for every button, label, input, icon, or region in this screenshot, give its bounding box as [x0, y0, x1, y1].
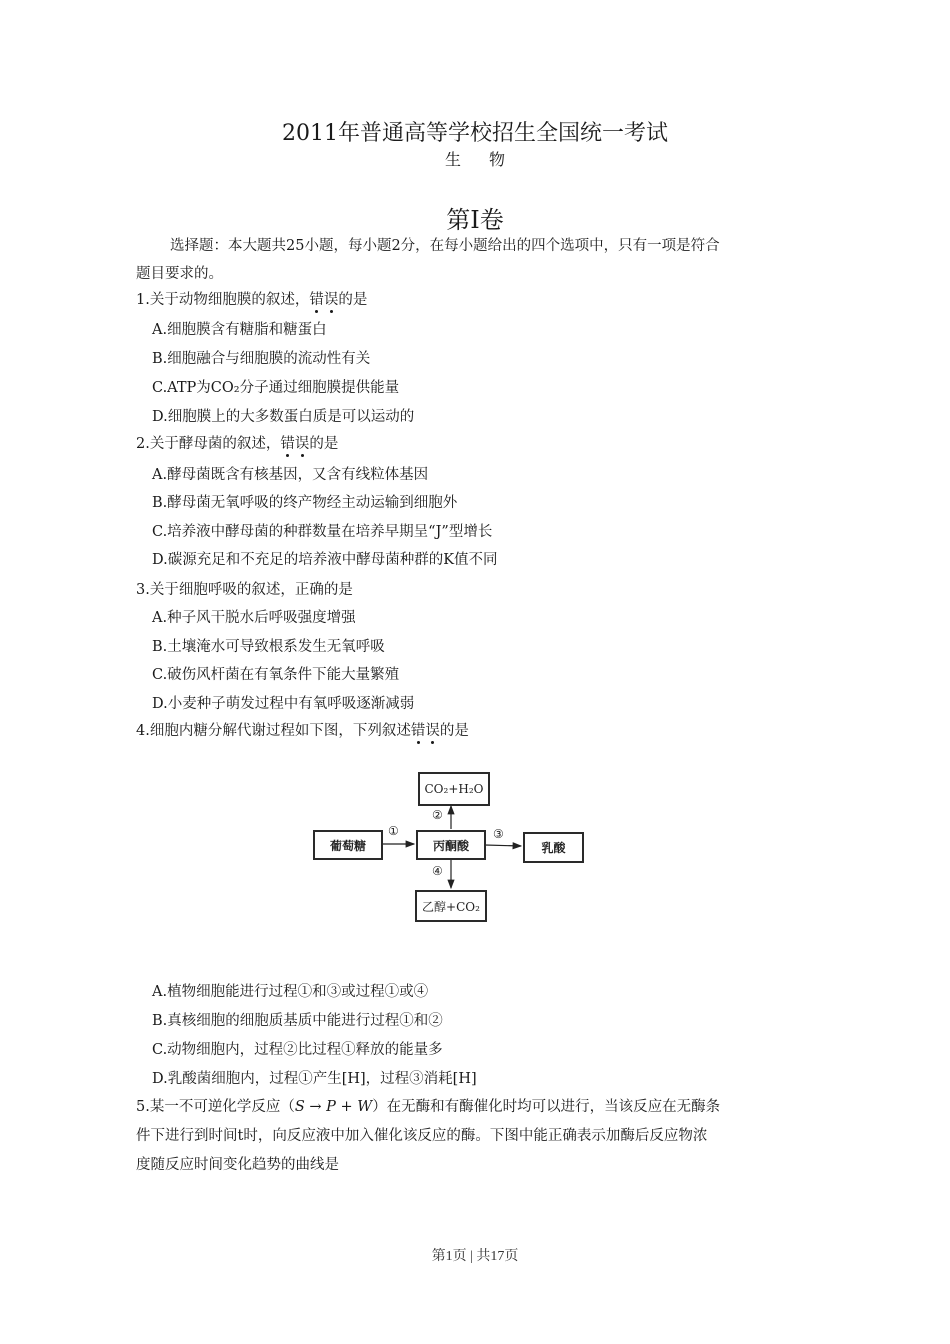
exam-title: 2011年普通高等学校招生全国统一考试: [282, 121, 668, 146]
question-3-stem: 3.关于细胞呼吸的叙述，正确的是: [136, 582, 353, 598]
question-2-option-a: A.酵母菌既含有核基因，又含有线粒体基因: [152, 467, 429, 483]
co2-h2o-box: CO₂+H₂O: [418, 772, 490, 806]
question-5-stem-line-2: 件下进行到时间t时，向反应液中加入催化该反应的酶。下图中能正确表示加酶后反应物浓: [136, 1128, 708, 1144]
step-4-label: ④: [432, 864, 443, 878]
stem-text: 的是: [309, 436, 339, 452]
stem-text: 的是: [338, 292, 368, 308]
lactate-box: 乳酸: [523, 832, 584, 863]
question-2-option-b: B.酵母菌无氧呼吸的终产物经主动运输到细胞外: [152, 495, 458, 511]
page-number: 第1页 | 共17页: [431, 1249, 519, 1264]
emphasis-char: 误: [425, 723, 440, 739]
step-2-label: ②: [432, 808, 443, 822]
question-5-stem-line-3: 度随反应时间变化趋势的曲线是: [136, 1157, 339, 1173]
step-1-label: ①: [388, 824, 399, 838]
question-5-stem-line-1: [136, 1097, 720, 1117]
stem-text: ）在无酶和有酶催化时均可以进行，当该反应在无酶条: [372, 1099, 721, 1115]
question-3-option-d: D.小麦种子萌发过程中有氧呼吸逐渐减弱: [152, 696, 415, 712]
section-heading: 第I卷: [446, 206, 504, 234]
question-3-option-b: B.土壤淹水可导致根系发生无氧呼吸: [152, 639, 385, 655]
question-4-option-a: A.植物细胞能进行过程①和③或过程①或④: [152, 984, 429, 1000]
emphasis-char: 误: [323, 292, 339, 308]
question-4-option-d: D.乳酸菌细胞内，过程①产生[H]，过程③消耗[H]: [152, 1071, 477, 1087]
question-4-option-b: B.真核细胞的细胞质基质中能进行过程①和②: [152, 1013, 443, 1029]
instructions-line-2: 题目要求的。: [136, 266, 223, 282]
stem-text: 的是: [439, 723, 469, 739]
stem-text: 1.关于动物细胞膜的叙述，: [136, 292, 310, 308]
instructions-line-1: 选择题：本大题共25小题，每小题2分，在每小题给出的四个选项中，只有一项是符合: [170, 238, 720, 254]
question-1-option-b: B.细胞融合与细胞膜的流动性有关: [152, 351, 371, 367]
emphasis-char: 错: [410, 723, 426, 739]
question-3-option-c: C.破伤风杆菌在有氧条件下能大量繁殖: [152, 667, 400, 683]
stem-text: 5.某一不可逆化学反应（: [136, 1099, 295, 1115]
glucose-box: 葡萄糖: [313, 830, 383, 860]
question-2-option-c: C.培养液中酵母菌的种群数量在培养早期呈“J”型增长: [152, 524, 493, 540]
question-1-option-a: A.细胞膜含有糖脂和糖蛋白: [152, 322, 327, 338]
stem-text: 2.关于酵母菌的叙述，: [136, 436, 281, 452]
question-1-option-d: D.细胞膜上的大多数蛋白质是可以运动的: [152, 409, 415, 425]
subject-label: 生物: [444, 150, 533, 169]
emphasis-char: 错: [280, 436, 295, 452]
question-3-option-a: A.种子风干脱水后呼吸强度增强: [152, 610, 356, 626]
step-3-label: ③: [493, 827, 504, 841]
emphasis-char: 误: [294, 436, 310, 452]
emphasis-char: 错: [309, 292, 324, 308]
ethanol-co2-box: 乙醇+CO₂: [415, 890, 487, 922]
reaction-formula: S → P + W: [294, 1099, 373, 1115]
question-1-option-c: C.ATP为CO₂分子通过细胞膜提供能量: [152, 380, 400, 396]
question-4-option-c: C.动物细胞内，过程②比过程①释放的能量多: [152, 1042, 443, 1058]
stem-text: 4.细胞内糖分解代谢过程如下图，下列叙述: [136, 723, 411, 739]
question-2-option-d: D.碳源充足和不充足的培养液中酵母菌种群的K值不同: [152, 552, 498, 568]
pyruvate-box: 丙酮酸: [416, 830, 486, 860]
